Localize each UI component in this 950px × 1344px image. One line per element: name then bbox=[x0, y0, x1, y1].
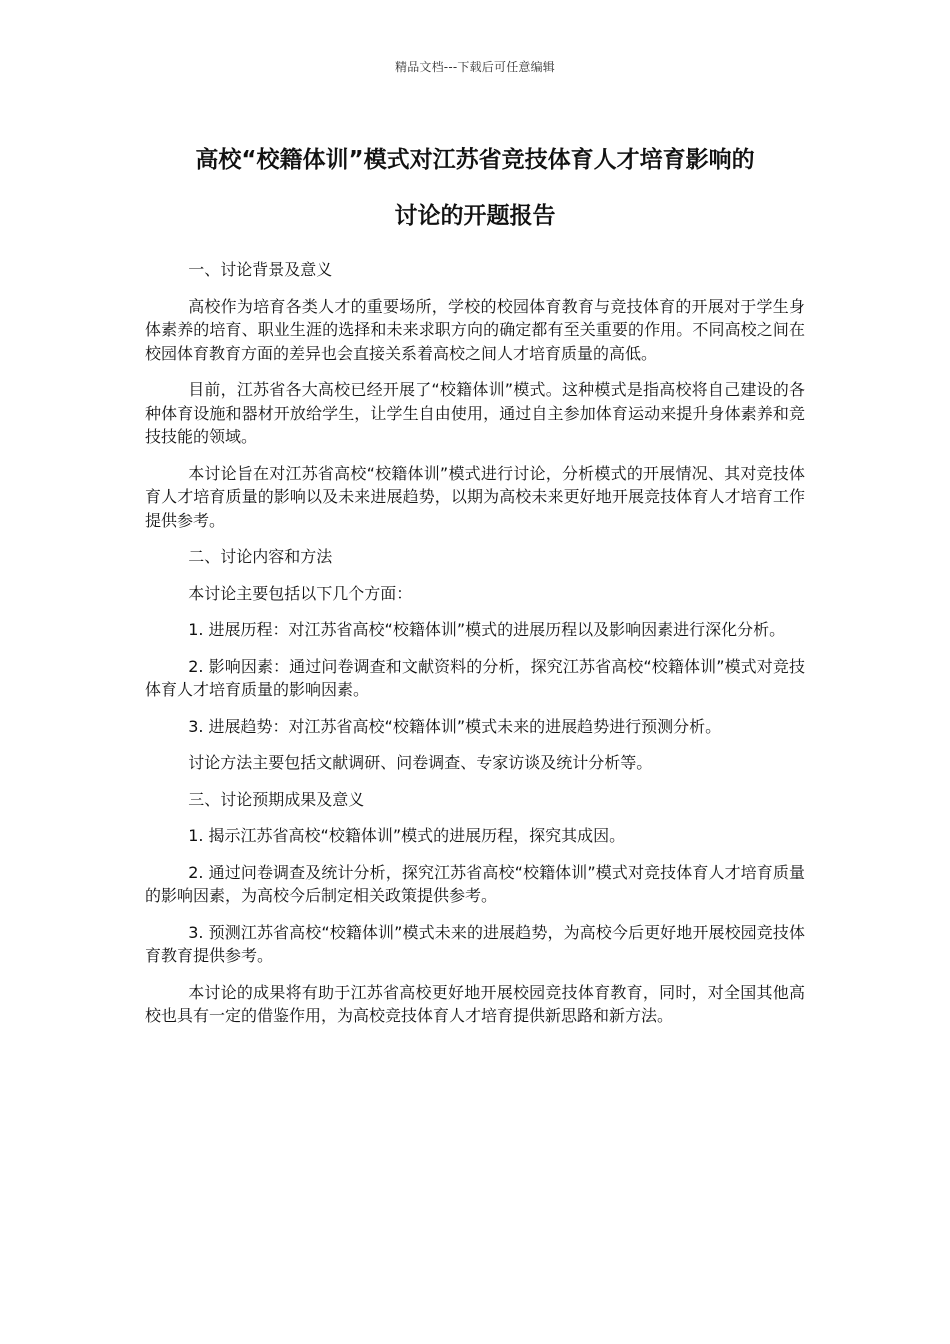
paragraph-methods: 讨论方法主要包括文献调研、问卷调查、专家访谈及统计分析等。 bbox=[188, 753, 653, 772]
list-item-outcome-2: 2. 通过问卷调查及统计分析，探究江苏省高校“校籍体训”模式对竞技体育人才培育质量的影响因素，为高校今后制定相关政策提供参考。 bbox=[145, 862, 805, 905]
paragraph-background-3: 本讨论旨在对江苏省高校“校籍体训”模式进行讨论，分析模式的开展情况、其对竞技体育人才培育质量的影响以及未来进展趋势，以期为高校未来更好地开展竞技体育人才培育工作提供参考。 bbox=[145, 463, 805, 530]
list-item-outcome-3: 3. 预测江苏省高校“校籍体训”模式未来的进展趋势，为高校今后更好地开展校园竞技体育教育提供参考。 bbox=[145, 922, 805, 965]
list-item-content-1: 1. 进展历程：对江苏省高校“校籍体训”模式的进展历程以及影响因素进行深化分析。 bbox=[188, 620, 786, 639]
list-item-outcome-1: 1. 揭示江苏省高校“校籍体训”模式的进展历程，探究其成因。 bbox=[188, 826, 626, 845]
section-heading-background: 一、讨论背景及意义 bbox=[188, 260, 333, 279]
paragraph-conclusion: 本讨论的成果将有助于江苏省高校更好地开展校园竞技体育教育，同时，对全国其他高校也具有一定的借鉴作用，为高校竞技体育人才培育提供新思路和新方法。 bbox=[145, 982, 805, 1025]
document-title bbox=[145, 132, 805, 244]
header-note: 精品文档---下载后可任意编辑 bbox=[395, 60, 555, 74]
section-heading-outcomes: 三、讨论预期成果及意义 bbox=[188, 789, 365, 809]
list-item-content-2: 2. 影响因素：通过问卷调查和文献资料的分析，探究江苏省高校“校籍体训”模式对竞技体育人才培育质量的影响因素。 bbox=[145, 656, 805, 699]
title-line-2: 讨论的开题报告 bbox=[394, 203, 556, 229]
paragraph-background-1: 高校作为培育各类人才的重要场所，学校的校园体育教育与竞技体育的开展对于学生身体素养的培育、职业生涯的选择和未来求职方向的确定都有至关重要的作用。不同高校之间在校园体育教育方面的差异也会直接关系着高校之间人才培育质量的高低。 bbox=[145, 296, 805, 363]
section-heading-content-methods: 二、讨论内容和方法 bbox=[188, 547, 333, 566]
paragraph-background-2: 目前，江苏省各大高校已经开展了“校籍体训”模式。这种模式是指高校将自己建设的各种体育设施和器材开放给学生，让学生自由使用，通过自主参加体育运动来提升身体素养和竞技技能的领域。 bbox=[145, 380, 805, 446]
paragraph-content-intro: 本讨论主要包括以下几个方面： bbox=[188, 583, 413, 603]
document-body bbox=[145, 258, 805, 1041]
list-item-content-3: 3. 进展趋势：对江苏省高校“校籍体训”模式未来的进展趋势进行预测分析。 bbox=[188, 716, 722, 736]
title-line-1: 高校“校籍体训”模式对江苏省竞技体育人才培育影响的 bbox=[195, 147, 755, 173]
